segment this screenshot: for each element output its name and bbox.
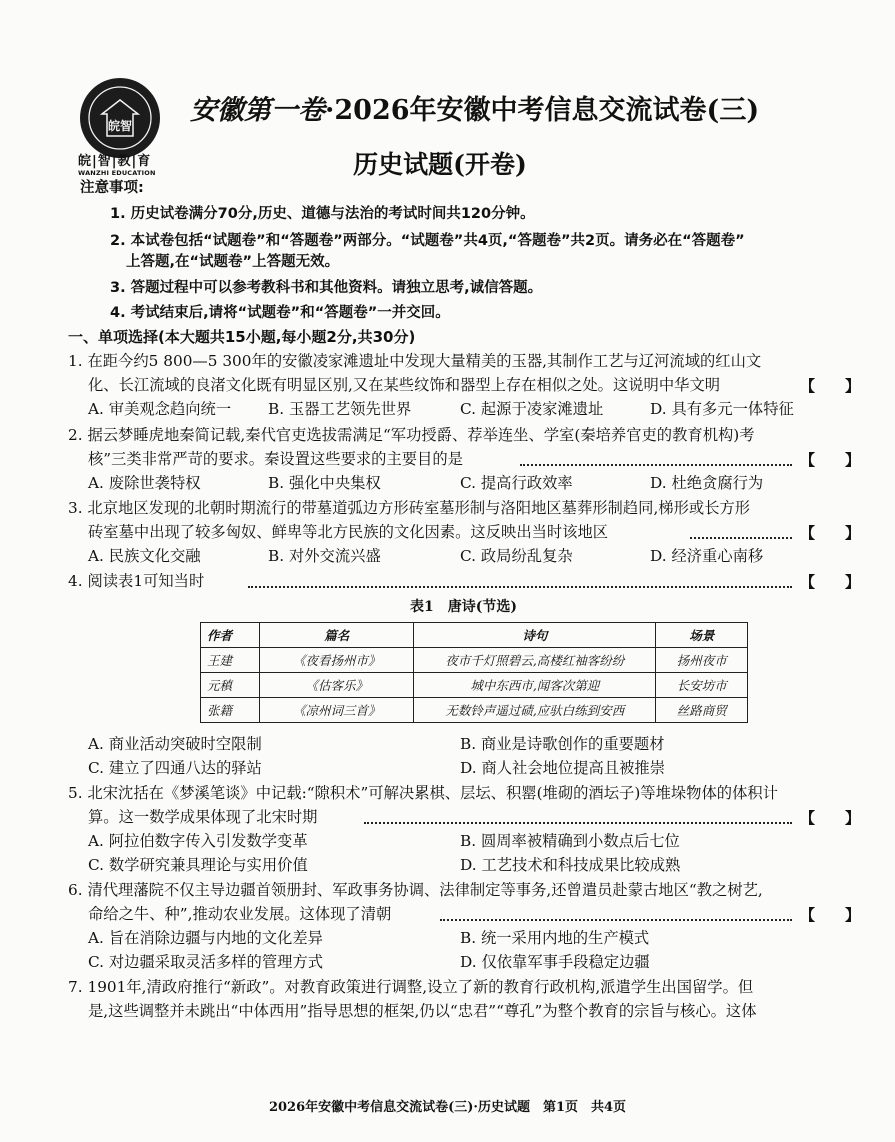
q3-option-c: C. 政局纷乱复杂	[460, 547, 573, 565]
q2-option-b: B. 强化中央集权	[268, 474, 381, 492]
table-row	[201, 648, 748, 673]
q3-option-a: A. 民族文化交融	[88, 547, 201, 565]
q6-stem-line2: 命给之牛、种”,推动农业发展。这体现了清朝	[88, 905, 392, 923]
q4-option-a: A. 商业活动突破时空限制	[88, 735, 262, 753]
table-cell: 《夜看扬州市》	[260, 648, 414, 673]
section-heading: 一、单项选择(本大题共15小题,每小题2分,共30分)	[68, 328, 416, 346]
q6-option-c: C. 对边疆采取灵活多样的管理方式	[88, 953, 324, 971]
logo-center-text: 皖智	[107, 119, 133, 133]
q5-leader-dots	[364, 822, 792, 824]
q1-answer-bracket: 【 】	[800, 377, 861, 395]
q7-stem-line1: 7. 1901年,清政府推行“新政”。对教育政策进行调整,设立了新的教育行政机构,派遣学生出国留学。但	[68, 978, 754, 996]
q3-stem-line1: 3. 北京地区发现的北朝时期流行的带墓道弧边方形砖室墓形制与洛阳地区墓葬形制趋同,梯形或长方形	[68, 499, 751, 517]
notice-item-2b: 上答题,在“试题卷”上答题无效。	[126, 254, 340, 270]
q1-stem-line1: 1. 在距今约5 800—5 300年的安徽凌家滩遗址中发现大量精美的玉器,其制作工艺与辽河流域的红山文	[68, 352, 762, 370]
q6-option-d: D. 仅依靠军事手段稳定边疆	[460, 953, 650, 971]
q6-answer-bracket: 【 】	[800, 906, 861, 924]
table-caption: 表1 唐诗(节选)	[410, 599, 517, 615]
q4-answer-bracket: 【 】	[800, 573, 861, 591]
q1-option-c: C. 起源于凌家滩遗址	[460, 400, 604, 418]
q2-stem-line1: 2. 据云梦睡虎地秦简记载,秦代官吏选拔需满足“军功授爵、荐举连坐、学室(秦培养官吏的教育机构)考	[68, 426, 755, 444]
table-cell: 扬州夜市	[656, 648, 748, 673]
q2-option-d: D. 杜绝贪腐行为	[650, 474, 764, 492]
table-cell: 张籍	[201, 698, 260, 723]
q4-stem: 4. 阅读表1可知当时	[68, 572, 205, 590]
paper-title	[190, 88, 870, 127]
table-cell: 王建	[201, 648, 260, 673]
q6-option-a: A. 旨在消除边疆与内地的文化差异	[88, 929, 323, 947]
notice-item-2: 2. 本试卷包括“试题卷”和“答题卷”两部分。“试题卷”共4页,“答题卷”共2页。请务必在“答题卷”	[110, 233, 745, 249]
table-header-scene: 场景	[656, 623, 748, 648]
notice-item-4: 4. 考试结束后,请将“试题卷”和“答题卷”一并交回。	[110, 305, 450, 321]
school-logo	[78, 76, 162, 160]
brand-title: 安徽第一卷	[190, 95, 325, 126]
q6-stem-line1: 6. 清代理藩院不仅主导边疆首领册封、军政事务协调、法律制定等事务,还曾遣员赴蒙古地区“教之树艺,	[68, 881, 763, 899]
table-cell: 丝路商贸	[656, 698, 748, 723]
exam-title: ·2026年安徽中考信息交流试卷(三)	[325, 95, 760, 126]
q2-option-c: C. 提高行政效率	[460, 474, 573, 492]
table-header-author: 作者	[201, 623, 260, 648]
q4-leader-dots	[248, 586, 792, 588]
q5-stem-line2: 算。这一数学成果体现了北宋时期	[88, 808, 318, 826]
notice-item-3: 3. 答题过程中可以参考教科书和其他资料。请独立思考,诚信答题。	[110, 280, 543, 296]
table-header-verse: 诗句	[414, 623, 656, 648]
q5-option-b: B. 圆周率被精确到小数点后七位	[460, 832, 680, 850]
q2-option-a: A. 废除世袭特权	[88, 474, 201, 492]
table-header-row	[201, 623, 748, 648]
table-cell: 城中东西市,闻客次第迎	[414, 673, 656, 698]
q4-option-c: C. 建立了四通八达的驿站	[88, 759, 262, 777]
q5-stem-line1: 5. 北宋沈括在《梦溪笔谈》中记载:“隙积术”可解决累棋、层坛、积罂(堆砌的酒坛子)等堆垛物体的体积计	[68, 784, 778, 802]
q3-stem-line2: 砖室墓中出现了较多匈奴、鲜卑等北方民族的文化因素。这反映出当时该地区	[88, 523, 609, 541]
q5-option-d: D. 工艺技术和科技成果比较成熟	[460, 856, 681, 874]
q3-option-d: D. 经济重心南移	[650, 547, 764, 565]
q2-leader-dots	[520, 464, 792, 466]
table-cell: 《凉州词三首》	[260, 698, 414, 723]
page-footer: 2026年安徽中考信息交流试卷(三)·历史试题 第1页 共4页	[268, 1100, 627, 1115]
q2-stem-line2: 核”三类非常严苛的要求。秦设置这些要求的主要目的是	[88, 450, 463, 468]
q5-option-a: A. 阿拉伯数字传入引发数学变革	[88, 832, 308, 850]
q7-stem-line2: 是,这些调整并未跳出“中体西用”指导思想的框架,仍以“忠君”“尊孔”为整个教育的宗旨与核心。这体	[88, 1002, 757, 1020]
table-row	[201, 673, 748, 698]
q3-leader-dots	[690, 537, 792, 539]
q4-option-b: B. 商业是诗歌创作的重要题材	[460, 735, 665, 753]
logo-en: WANZHI EDUCATION	[78, 169, 156, 177]
logo-cn: 皖|智|教|育	[78, 154, 152, 169]
q1-option-a: A. 审美观念趋向统一	[88, 400, 232, 418]
table-header-title: 篇名	[260, 623, 414, 648]
q5-answer-bracket: 【 】	[800, 809, 861, 827]
q5-option-c: C. 数学研究兼具理论与实用价值	[88, 856, 308, 874]
table-cell: 夜市千灯照碧云,高楼红袖客纷纷	[414, 648, 656, 673]
q3-answer-bracket: 【 】	[800, 524, 861, 542]
poem-table	[200, 622, 748, 723]
q6-leader-dots	[440, 919, 792, 921]
q6-option-b: B. 统一采用内地的生产模式	[460, 929, 650, 947]
notice-heading: 注意事项:	[80, 180, 144, 196]
logo-caption	[78, 150, 168, 177]
table-cell: 无数铃声遥过碛,应驮白练到安西	[414, 698, 656, 723]
q2-answer-bracket: 【 】	[800, 451, 861, 469]
table-cell: 长安坊市	[656, 673, 748, 698]
q1-stem-line2: 化、长江流域的良渚文化既有明显区别,又在某些纹饰和器型上存在相似之处。这说明中华文明	[88, 376, 721, 394]
subject-title: 历史试题(开卷)	[353, 150, 527, 179]
q3-option-b: B. 对外交流兴盛	[268, 547, 381, 565]
table-cell: 元稹	[201, 673, 260, 698]
notice-item-1: 1. 历史试卷满分70分,历史、道德与法治的考试时间共120分钟。	[110, 206, 535, 222]
table-row	[201, 698, 748, 723]
q1-option-b: B. 玉器工艺领先世界	[268, 400, 412, 418]
q1-option-d: D. 具有多元一体特征	[650, 400, 794, 418]
q4-option-d: D. 商人社会地位提高且被推崇	[460, 759, 666, 777]
table-cell: 《估客乐》	[260, 673, 414, 698]
